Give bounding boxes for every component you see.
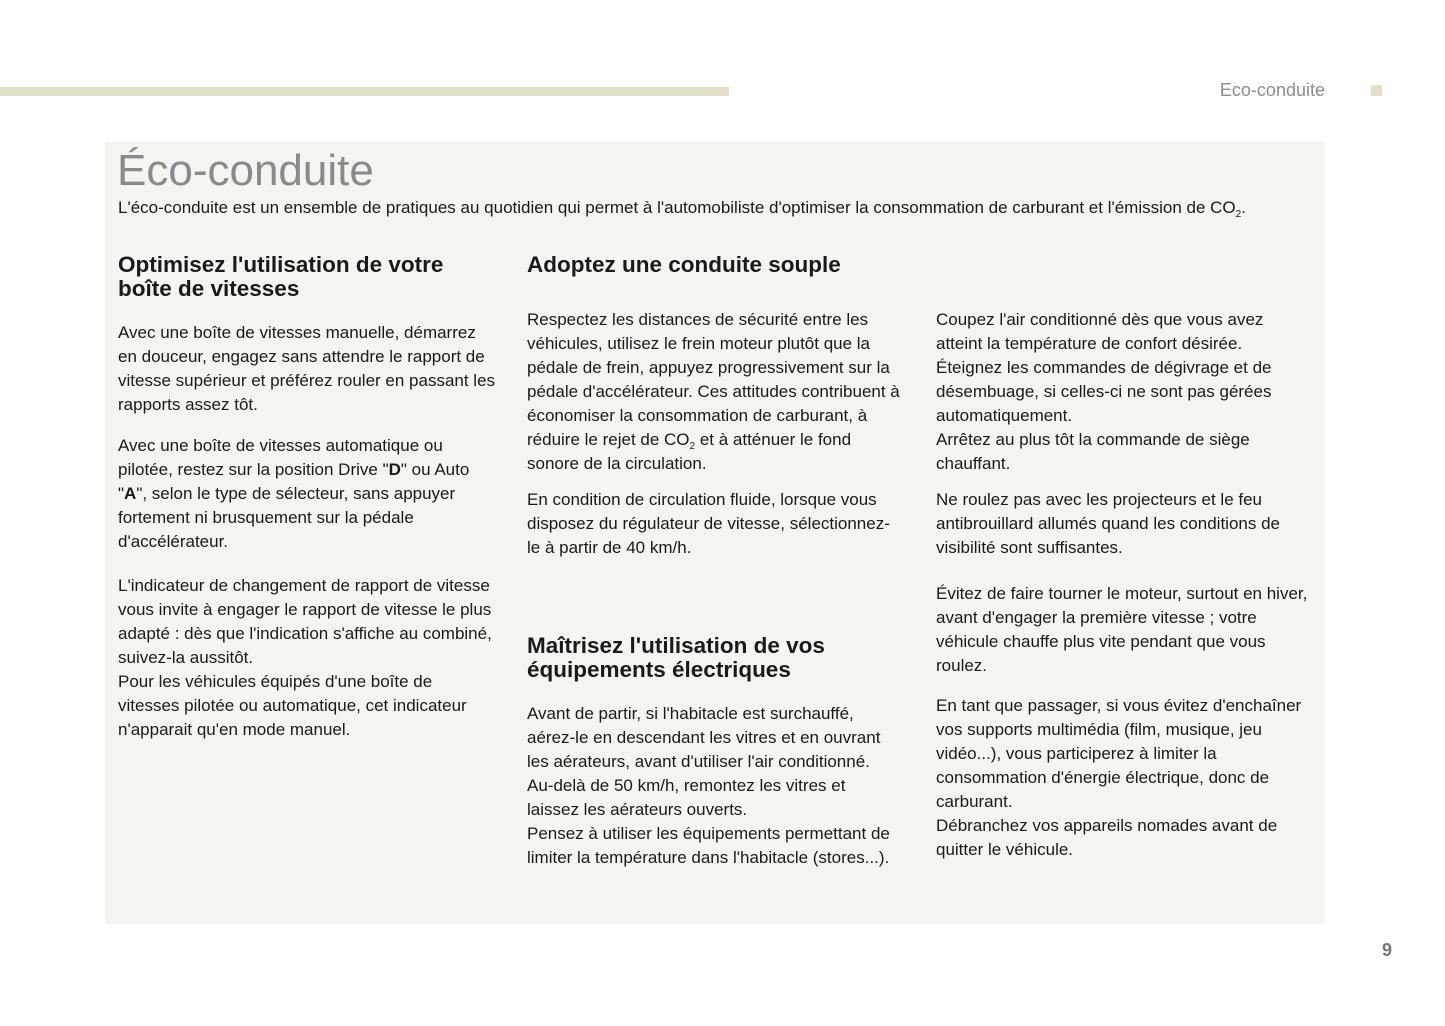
headlights-paragraph: Ne roulez pas avec les projecteurs et le feu antibrouillard allumés quand les conditions de visibilité sont suffisantes. [936, 490, 1280, 557]
engine-warmup-paragraph: Évitez de faire tourner le moteur, surtout en hiver, avant d'engager la première vitesse ; votre véhicule chauffe plus vite pendant que vous roulez. [936, 584, 1308, 675]
ventilation-paragraph: Avant de partir, si l'habitacle est surchauffé, aérez-le en descendant les vitres et en ouvrant les aérateurs, avant d'utiliser l'air conditionné. Au-delà de 50 km/h, remontez les vitres et laissez les aérateurs ouverts. Pensez à utiliser les équipements permettant de limiter la température dans l'habitacle (stores...). [527, 704, 890, 867]
cruise-control-paragraph: En condition de circulation fluide, lorsque vous disposez du régulateur de vitesse, sélectionnez-le à partir de 40 km/h. [527, 490, 890, 557]
section-marker [1371, 85, 1382, 96]
electrical-equipment-heading: Maîtrisez l'utilisation de vos équipements électriques [527, 633, 825, 682]
page-number: 9 [1381, 940, 1392, 960]
manual-gearbox-paragraph: Avec une boîte de vitesses manuelle, démarrez en douceur, engagez sans attendre le rapport de vitesse supérieur et préférez rouler en passant les rapports assez tôt. [118, 323, 496, 414]
smooth-driving-heading: Adoptez une conduite souple [527, 252, 841, 277]
automatic-gearbox-paragraph: Avec une boîte de vitesses automatique ou pilotée, restez sur la position Drive "D" ou Auto "A", selon le type de sélecteur, sans appuyer fortement ni brusquement sur la pédale d'accélérateur. [118, 436, 470, 551]
header-accent-bar [0, 87, 729, 96]
gearbox-heading: Optimisez l'utilisation de votre boîte de vitesses [118, 252, 444, 301]
air-conditioning-paragraph: Coupez l'air conditionné dès que vous avez atteint la température de confort désirée. Éteignez les commandes de dégivrage et de désembuage, si celles-ci ne sont pas gérées automatiquement. Arrêtez au plus tôt la commande de siège chauffant. [936, 310, 1272, 473]
page-title: Éco-conduite [117, 146, 374, 195]
intro-paragraph: L'éco-conduite est un ensemble de pratiques au quotidien qui permet à l'automobiliste d'optimiser la consommation de carburant et l'émission de $CO_2$. [118, 198, 1246, 220]
safety-distance-paragraph: Respectez les distances de sécurité entre les véhicules, utilisez le frein moteur plutôt que la pédale de frein, appuyez progressivement sur la pédale d'accélérateur. Ces attitudes contribuent à économiser la consommation de carburant, à réduire le rejet de $CO_2$ et à atténuer le fond sonore de la circulation. [527, 310, 900, 473]
section-title: Eco-conduite [1219, 80, 1325, 100]
multimedia-paragraph: En tant que passager, si vous évitez d'enchaîner vos supports multimédia (film, musique, jeu vidéo...), vous participerez à limiter la consommation d'énergie électrique, donc de carburant. Débranchez vos appareils nomades avant de quitter le véhicule. [936, 696, 1302, 859]
gear-shift-indicator-paragraph: L'indicateur de changement de rapport de vitesse vous invite à engager le rapport de vitesse le plus adapté : dès que l'indication s'affiche au combiné, suivez-la aussitôt. Pour les véhicules équipés d'une boîte de vitesses pilotée ou automatique, cet indicateur n'apparait qu'en mode manuel. [118, 576, 492, 739]
